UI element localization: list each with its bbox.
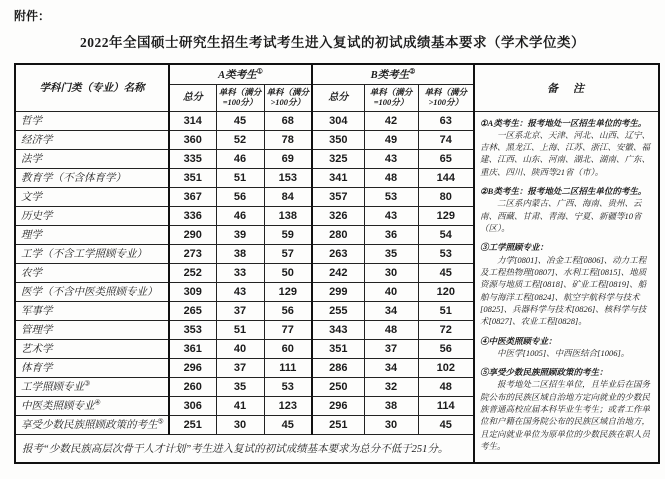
subject-name: 体育学 [21, 363, 53, 374]
score-cell-a-total: 361 [169, 339, 216, 358]
attachment-label: 附件： [14, 9, 51, 23]
score-cell-b-single100: 30 [364, 263, 418, 282]
subject-name-cell [15, 225, 169, 244]
score-cell-a-singleover100: 45 [264, 415, 312, 434]
score-cell-a-single100: 56 [216, 187, 264, 206]
subject-name-cell [15, 206, 169, 225]
score-cell-b-singleover100: 72 [418, 320, 474, 339]
subject-footnote-marker: ③ [84, 379, 91, 388]
score-cell-b-singleover100: 53 [418, 244, 474, 263]
score-cell-b-total: 263 [312, 244, 364, 263]
subject-name: 军事学 [21, 306, 53, 317]
score-cell-a-total: 353 [169, 320, 216, 339]
score-cell-b-total: 296 [312, 396, 364, 415]
subject-name: 中医类照顾专业 [21, 401, 95, 412]
subject-name-cell [15, 339, 169, 358]
header-group-row [15, 64, 659, 84]
score-cell-a-singleover100: 59 [264, 225, 312, 244]
subject-name-cell [15, 415, 169, 434]
remarks-cell [474, 111, 659, 463]
remark-body: 力学[0801]、冶金工程[0806]、动力工程及工程热物理[0807]、水利工程[0815]、地质资源与地质工程[0818]、矿业工程[0819]、船舶与海洋工程[0824]、航空宇航科学与技术[0825]、兵器科学与技术[0826]、核科学与技术[0827]、农业工程[0828]。 [480, 254, 647, 327]
score-cell-b-single100: 36 [364, 225, 418, 244]
score-cell-a-total: 360 [169, 130, 216, 149]
remark-body: 二区系内蒙古、广西、海南、贵州、云南、西藏、甘肃、青海、宁夏、新疆等10省（区）。 [480, 198, 642, 233]
subject-footnote-marker: ⑤ [157, 417, 164, 426]
score-cell-b-singleover100: 114 [418, 396, 474, 415]
score-cell-b-single100: 38 [364, 396, 418, 415]
subject-name: 教育学（不含体育学） [21, 173, 126, 184]
score-cell-a-total: 260 [169, 377, 216, 396]
group-b-label: B类考生 [370, 69, 410, 81]
score-cell-a-singleover100: 57 [264, 244, 312, 263]
score-cell-a-singleover100: 78 [264, 130, 312, 149]
subject-name: 管理学 [21, 325, 53, 336]
score-cell-a-single100: 37 [216, 358, 264, 377]
score-cell-b-singleover100: 120 [418, 282, 474, 301]
score-cell-a-singleover100: 69 [264, 149, 312, 168]
score-cell-a-total: 367 [169, 187, 216, 206]
score-cell-a-singleover100: 68 [264, 111, 312, 130]
subject-name-cell [15, 377, 169, 396]
subject-name-cell [15, 111, 169, 130]
remark-body: 中医学[1005]、中西医结合[1006]。 [497, 347, 630, 358]
score-cell-a-singleover100: 123 [264, 396, 312, 415]
table-row [15, 111, 659, 130]
score-cell-a-singleover100: 53 [264, 377, 312, 396]
remark-lead: ②B类考生：报考地处二区招生单位的考生。 [480, 186, 647, 197]
page-title: 2022年全国硕士研究生招生考试考生进入复试的初试成绩基本要求（学术学位类） [80, 35, 585, 50]
score-cell-a-total: 314 [169, 111, 216, 130]
score-cell-b-single100: 48 [364, 320, 418, 339]
group-b-footnote-marker: ② [409, 67, 416, 76]
score-cell-a-single100: 41 [216, 396, 264, 415]
score-cell-a-single100: 35 [216, 377, 264, 396]
score-cell-b-total: 304 [312, 111, 364, 130]
group-a-footnote-marker: ① [256, 67, 263, 76]
score-cell-b-total: 350 [312, 130, 364, 149]
score-cell-b-total: 242 [312, 263, 364, 282]
score-cell-b-total: 299 [312, 282, 364, 301]
subject-name: 享受少数民族照顾政策的考生 [21, 420, 158, 431]
score-cell-b-total: 357 [312, 187, 364, 206]
score-cell-b-single100: 37 [364, 339, 418, 358]
subject-name-cell [15, 187, 169, 206]
score-cell-b-singleover100: 48 [418, 377, 474, 396]
score-cell-a-singleover100: 56 [264, 301, 312, 320]
score-cell-b-total: 325 [312, 149, 364, 168]
score-cell-a-single100: 51 [216, 168, 264, 187]
col-header-subject: 学科门类（专业）名称 [15, 64, 169, 111]
remark-note-2 [480, 185, 653, 234]
score-cell-b-singleover100: 51 [418, 301, 474, 320]
score-cell-a-total: 351 [169, 168, 216, 187]
subject-name: 医学（不含中医类照顾专业） [21, 287, 158, 298]
score-cell-a-single100: 52 [216, 130, 264, 149]
score-cell-b-total: 250 [312, 377, 364, 396]
score-cell-a-singleover100: 153 [264, 168, 312, 187]
col-header-b-total: 总分 [312, 84, 364, 111]
score-cell-a-singleover100: 138 [264, 206, 312, 225]
subject-name-cell [15, 168, 169, 187]
score-cell-a-single100: 30 [216, 415, 264, 434]
score-cell-b-single100: 40 [364, 282, 418, 301]
score-cell-a-single100: 37 [216, 301, 264, 320]
score-cell-b-total: 343 [312, 320, 364, 339]
score-cell-a-singleover100: 60 [264, 339, 312, 358]
subject-name-cell [15, 263, 169, 282]
score-cell-b-total: 341 [312, 168, 364, 187]
table-body [15, 111, 659, 463]
col-group-b [312, 64, 474, 84]
remark-note-5 [480, 366, 653, 452]
remark-note-1 [480, 117, 653, 179]
subject-name: 哲学 [21, 116, 42, 127]
score-cell-a-total: 273 [169, 244, 216, 263]
score-cell-b-total: 286 [312, 358, 364, 377]
score-requirements-table [14, 63, 660, 464]
subject-name: 艺术学 [21, 344, 53, 355]
score-cell-b-single100: 35 [364, 244, 418, 263]
score-cell-a-total: 335 [169, 149, 216, 168]
score-cell-b-total: 326 [312, 206, 364, 225]
score-cell-a-singleover100: 77 [264, 320, 312, 339]
subject-name: 农学 [21, 268, 42, 279]
subject-name: 历史学 [21, 211, 53, 222]
score-cell-a-total: 296 [169, 358, 216, 377]
score-cell-b-singleover100: 129 [418, 206, 474, 225]
subject-name: 工学（不含工学照顾专业） [21, 249, 147, 260]
subject-name: 理学 [21, 230, 42, 241]
score-cell-b-singleover100: 45 [418, 263, 474, 282]
score-cell-a-total: 290 [169, 225, 216, 244]
score-cell-a-single100: 33 [216, 263, 264, 282]
score-cell-b-singleover100: 65 [418, 149, 474, 168]
subject-name: 文学 [21, 192, 42, 203]
score-cell-b-singleover100: 54 [418, 225, 474, 244]
remark-body: 报考地处二区招生单位，且毕业后在国务院公布的民族区域自治地方定向就业的少数民族普通高校应届本科毕业生考生；或者工作单位和户籍在国务院公布的民族区域自治地方，且定向就业单位为原单位的少数民族在职人员考生。 [480, 379, 651, 451]
subject-name-cell [15, 301, 169, 320]
score-cell-a-single100: 46 [216, 206, 264, 225]
col-header-remarks: 备 注 [474, 64, 659, 111]
subject-name-cell [15, 358, 169, 377]
score-cell-a-single100: 39 [216, 225, 264, 244]
subject-name: 工学照顾专业 [21, 382, 84, 393]
remark-lead: ⑤享受少数民族照顾政策的考生： [480, 367, 608, 378]
score-cell-b-singleover100: 102 [418, 358, 474, 377]
group-a-label: A类考生 [218, 69, 257, 81]
subject-footnote-marker: ④ [94, 398, 101, 407]
subject-name-cell [15, 396, 169, 415]
col-header-a-total: 总分 [169, 84, 216, 111]
col-group-a [169, 64, 312, 84]
score-cell-b-total: 351 [312, 339, 364, 358]
score-cell-b-single100: 53 [364, 187, 418, 206]
score-cell-b-single100: 30 [364, 415, 418, 434]
subject-name-cell [15, 130, 169, 149]
score-cell-b-singleover100: 63 [418, 111, 474, 130]
score-cell-a-single100: 51 [216, 320, 264, 339]
col-header-b-singleover100: 单科（满分>100分） [418, 84, 474, 111]
score-cell-b-single100: 32 [364, 377, 418, 396]
subject-name-cell [15, 149, 169, 168]
col-header-a-single100: 单科（满分=100分） [216, 84, 264, 111]
score-cell-b-total: 251 [312, 415, 364, 434]
score-cell-b-singleover100: 80 [418, 187, 474, 206]
subject-name-cell [15, 320, 169, 339]
score-cell-a-total: 336 [169, 206, 216, 225]
subject-name-cell [15, 282, 169, 301]
score-cell-a-single100: 46 [216, 149, 264, 168]
score-cell-a-singleover100: 111 [264, 358, 312, 377]
score-cell-a-singleover100: 50 [264, 263, 312, 282]
score-cell-b-single100: 34 [364, 358, 418, 377]
score-cell-b-singleover100: 74 [418, 130, 474, 149]
score-cell-b-single100: 43 [364, 206, 418, 225]
score-cell-b-single100: 42 [364, 111, 418, 130]
score-cell-b-single100: 34 [364, 301, 418, 320]
col-header-a-singleover100: 单科（满分>100分） [264, 84, 312, 111]
score-cell-a-singleover100: 84 [264, 187, 312, 206]
score-cell-a-single100: 40 [216, 339, 264, 358]
remark-note-3 [480, 241, 653, 327]
score-cell-a-total: 252 [169, 263, 216, 282]
col-header-b-single100: 单科（满分=100分） [364, 84, 418, 111]
score-cell-a-total: 251 [169, 415, 216, 434]
score-cell-b-total: 255 [312, 301, 364, 320]
remark-lead: ③工学照顾专业： [480, 242, 549, 253]
score-cell-b-single100: 49 [364, 130, 418, 149]
subject-name: 法学 [21, 154, 42, 165]
subject-name-cell [15, 244, 169, 263]
score-cell-b-single100: 48 [364, 168, 418, 187]
subject-name: 经济学 [21, 135, 53, 146]
score-cell-b-single100: 43 [364, 149, 418, 168]
score-cell-a-single100: 38 [216, 244, 264, 263]
score-cell-b-total: 280 [312, 225, 364, 244]
remark-lead: ④中医类照顾专业： [480, 335, 557, 346]
score-cell-b-singleover100: 45 [418, 415, 474, 434]
score-cell-a-total: 306 [169, 396, 216, 415]
remark-body: 一区系北京、天津、河北、山西、辽宁、吉林、黑龙江、上海、江苏、浙江、安徽、福建、江西、山东、河南、湖北、湖南、广东、重庆、四川、陕西等21省（市）。 [480, 129, 651, 177]
score-cell-a-total: 309 [169, 282, 216, 301]
score-cell-b-singleover100: 56 [418, 339, 474, 358]
score-cell-a-single100: 43 [216, 282, 264, 301]
footer-note-cell: 报考“少数民族高层次骨干人才计划”考生进入复试的初试成绩基本要求为总分不低于251分。 [15, 434, 474, 463]
score-cell-a-total: 265 [169, 301, 216, 320]
remark-lead: ①A类考生：报考地处一区招生单位的考生。 [480, 117, 647, 128]
score-cell-a-singleover100: 129 [264, 282, 312, 301]
score-cell-a-single100: 45 [216, 111, 264, 130]
remark-note-4 [480, 335, 653, 360]
score-cell-b-singleover100: 144 [418, 168, 474, 187]
